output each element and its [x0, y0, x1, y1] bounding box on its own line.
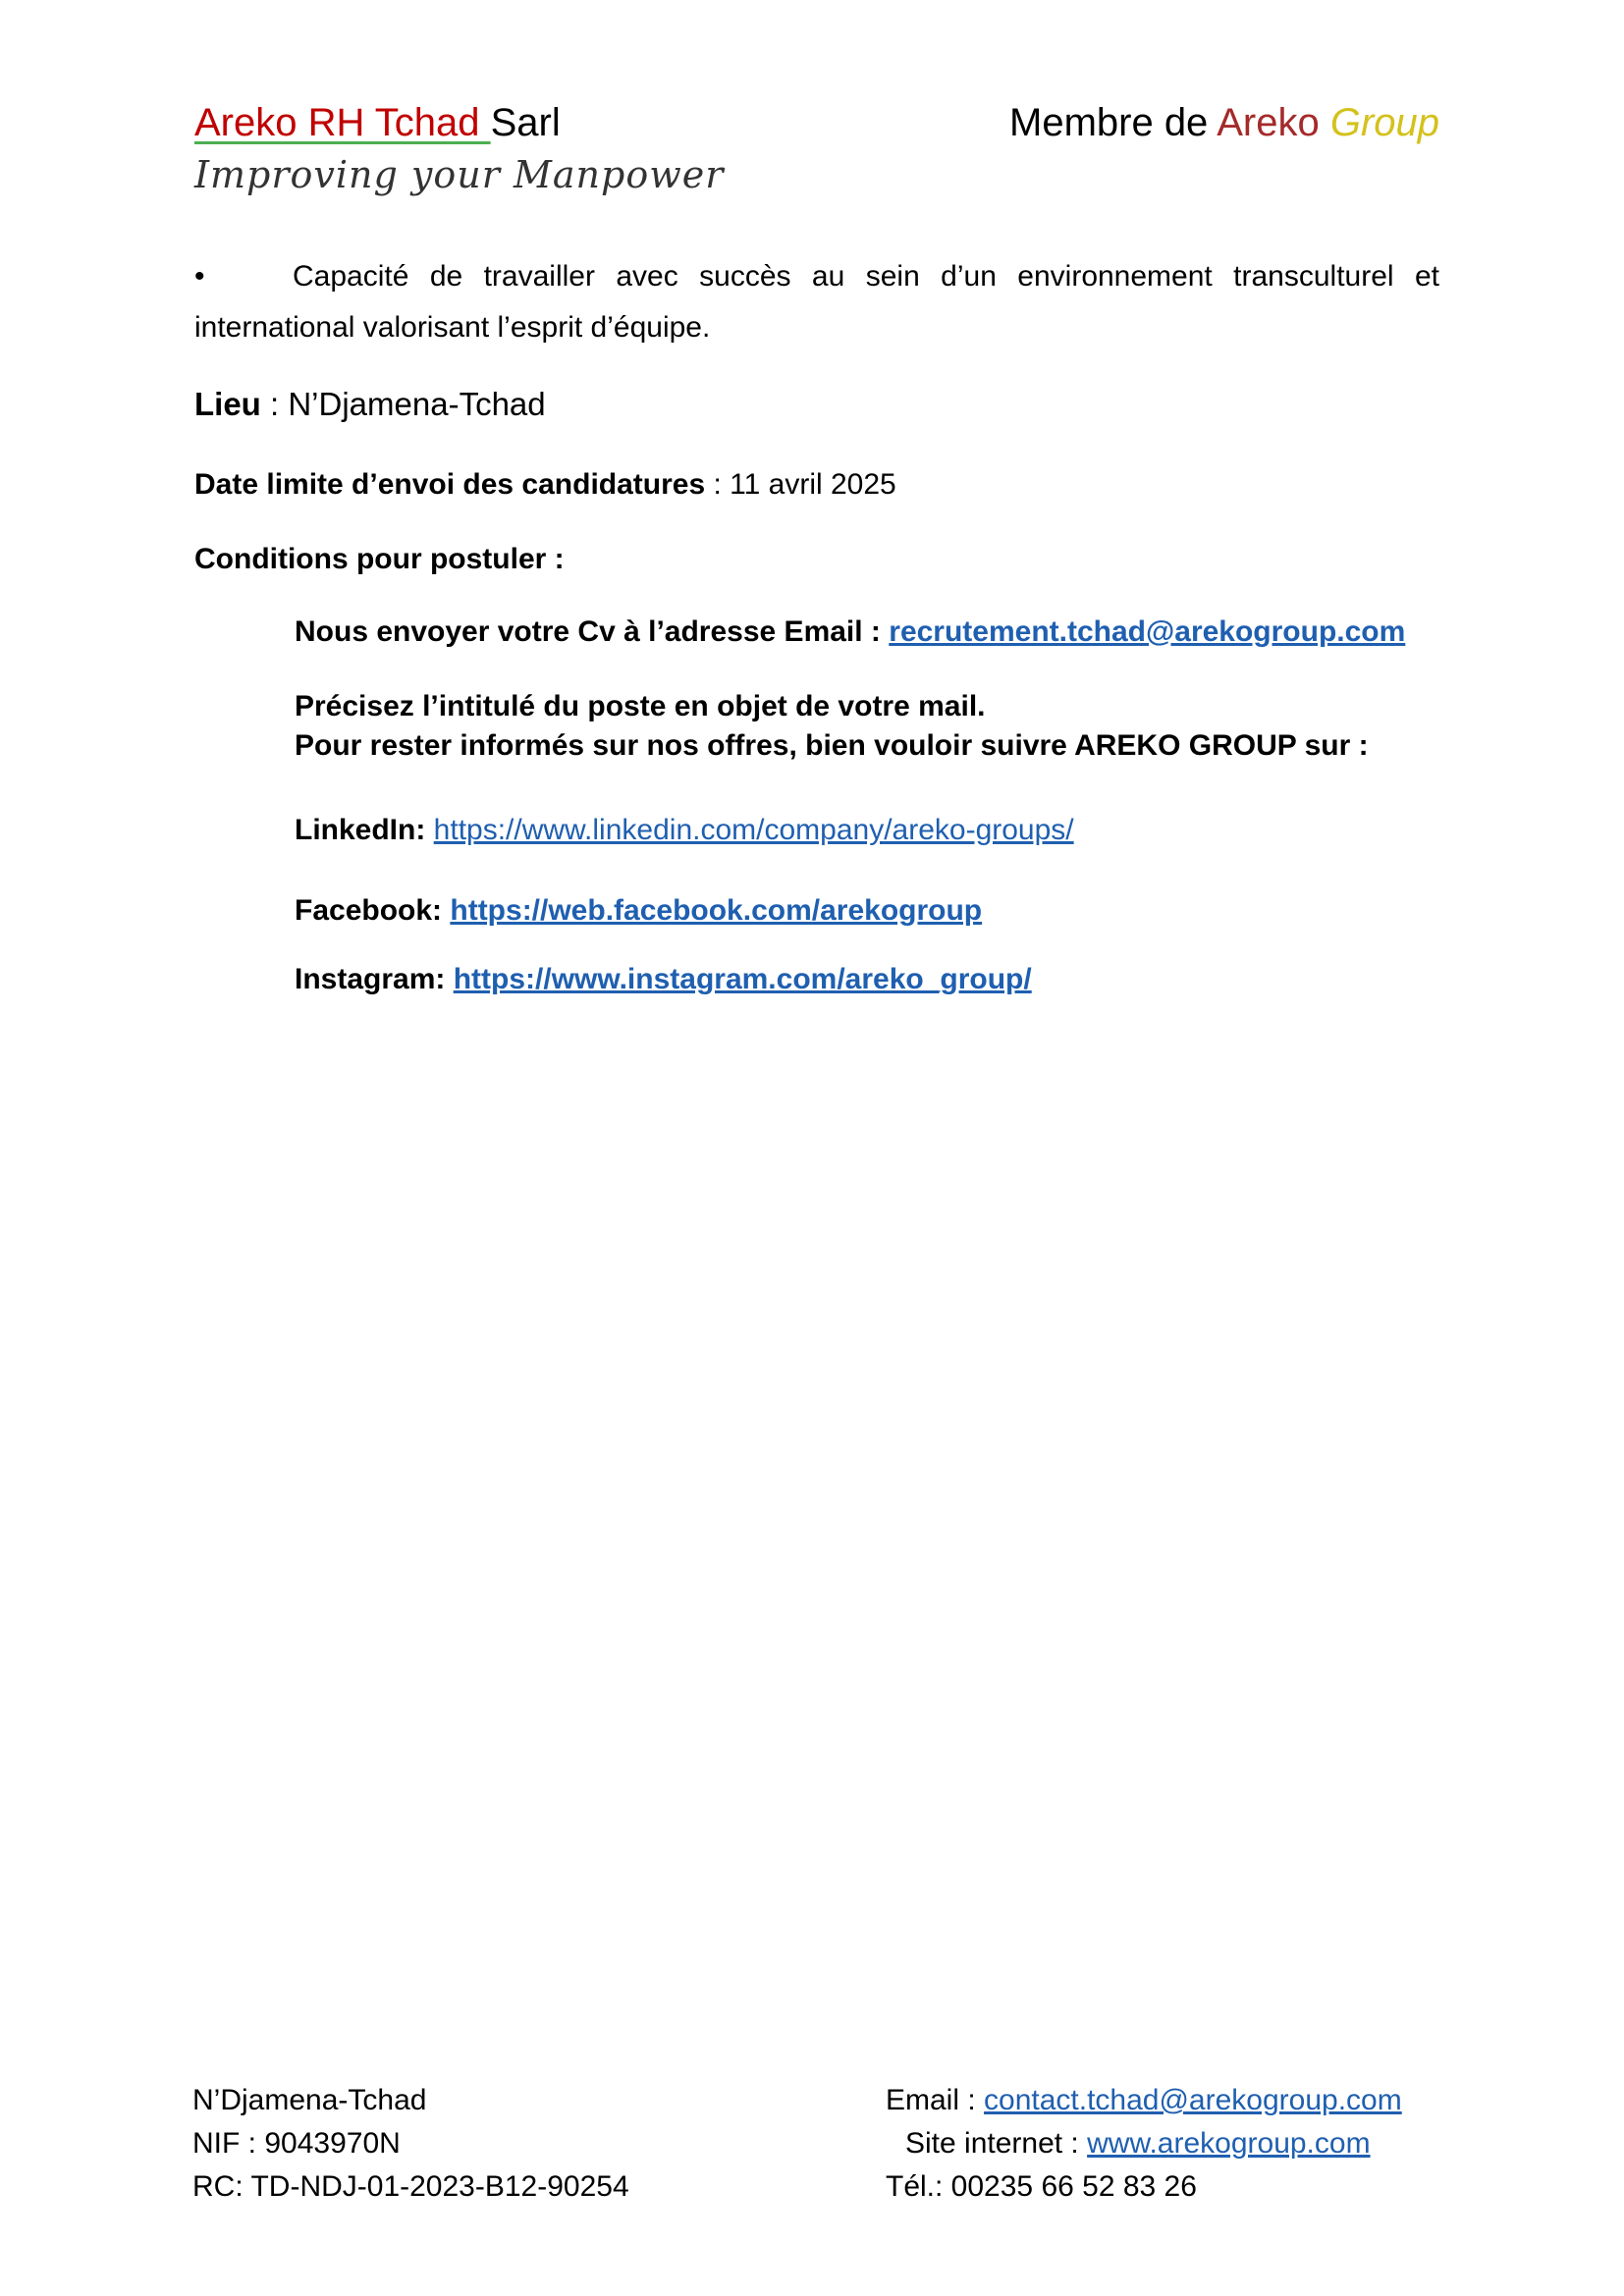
linkedin-link[interactable]: https://www.linkedin.com/company/areko-groups/: [433, 814, 1074, 846]
location-line: [194, 379, 546, 430]
group-membership: [1009, 101, 1439, 145]
footer-nif: NIF : 9043970N: [192, 2127, 401, 2160]
member-prefix: Membre de: [1009, 101, 1218, 144]
location-value: : N’Djamena-Tchad: [260, 386, 546, 422]
facebook-line: [295, 885, 982, 936]
facebook-label: Facebook:: [295, 894, 451, 927]
company-suffix: Sarl: [490, 101, 561, 144]
footer-phone: Tél.: 00235 66 52 83 26: [886, 2170, 1197, 2203]
linkedin-label: LinkedIn:: [295, 814, 434, 846]
footer-email-link[interactable]: contact.tchad@arekogroup.com: [984, 2084, 1402, 2116]
facebook-link[interactable]: https://web.facebook.com/arekogroup: [450, 894, 983, 927]
deadline-label: Date limite d’envoi des candidatures: [194, 468, 706, 501]
bullet-text: Capacité de travailler avec succès au sein d’un environnement transculturel et international valorisant l’esprit d’équipe.: [194, 260, 1439, 344]
footer-email-label: Email :: [886, 2084, 985, 2116]
member-areko: Areko: [1217, 101, 1330, 144]
send-cv-line: [295, 607, 1405, 658]
bullet-symbol: •: [194, 260, 205, 293]
bullet-paragraph: [194, 251, 1439, 353]
instagram-line: [295, 954, 1032, 1005]
company-tagline: Improving your Manpower: [194, 153, 725, 196]
instagram-label: Instagram:: [295, 963, 454, 995]
company-header: [194, 101, 561, 145]
conditions-heading: Conditions pour postuler :: [194, 543, 565, 575]
deadline-line: [194, 459, 896, 510]
follow-instruction: Pour rester informés sur nos offres, bien vouloir suivre AREKO GROUP sur :: [295, 729, 1369, 762]
footer-contact-info: [886, 2079, 1402, 2209]
footer-company-info: [192, 2079, 629, 2209]
send-cv-text: Nous envoyer votre Cv à l’adresse Email :: [295, 615, 890, 648]
recruitment-email-link[interactable]: recrutement.tchad@arekogroup.com: [889, 615, 1406, 648]
footer-rc: RC: TD-NDJ-01-2023-B12-90254: [192, 2170, 629, 2203]
location-label: Lieu: [194, 386, 261, 422]
deadline-value: : 11 avril 2025: [705, 468, 896, 501]
subject-instruction: Précisez l’intitulé du poste en objet de votre mail.: [295, 690, 986, 722]
footer-email-line: [886, 2079, 1402, 2122]
company-name: Areko RH Tchad: [194, 101, 491, 144]
footer-site-line: [886, 2122, 1402, 2165]
linkedin-line: [295, 805, 1074, 856]
footer-site-label: Site internet :: [905, 2127, 1088, 2160]
member-group: Group: [1329, 101, 1439, 144]
footer-site-link[interactable]: www.arekogroup.com: [1087, 2127, 1371, 2160]
footer-city: N’Djamena-Tchad: [192, 2084, 427, 2116]
instagram-link[interactable]: https://www.instagram.com/areko_group/: [453, 963, 1032, 995]
